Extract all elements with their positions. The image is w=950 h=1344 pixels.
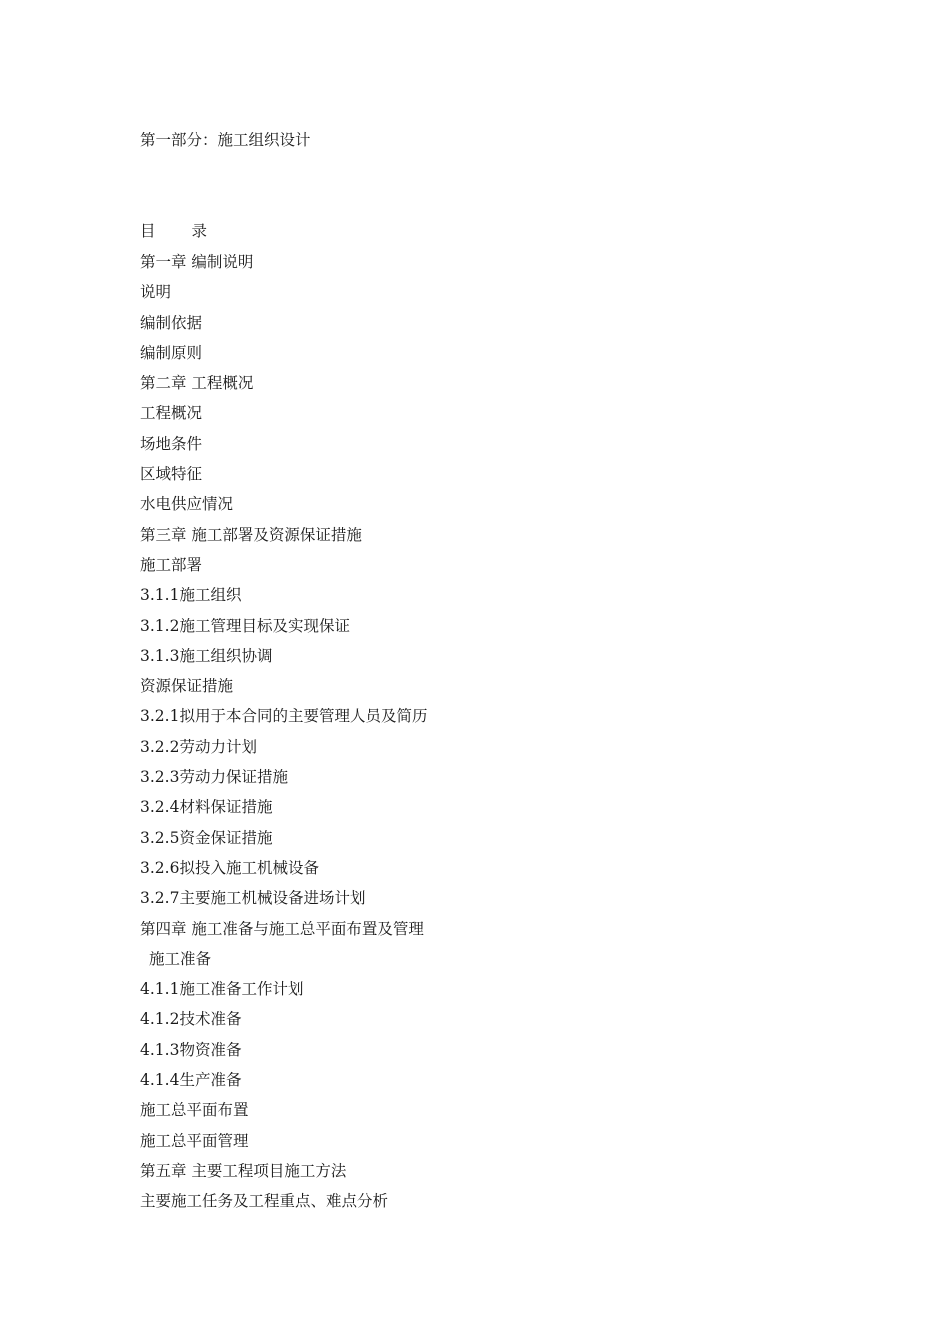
toc-item: 3.2.5资金保证措施 — [140, 828, 273, 847]
toc-item: 3.2.7主要施工机械设备进场计划 — [140, 889, 366, 908]
toc-item: 编制依据 — [140, 313, 203, 332]
toc-item: 4.1.3物资准备 — [140, 1040, 242, 1059]
toc-item: 4.1.1施工准备工作计划 — [140, 980, 304, 999]
toc-item: 工程概况 — [140, 404, 203, 423]
toc-item: 第五章 主要工程项目施工方法 — [140, 1161, 347, 1180]
toc-item: 说明 — [140, 283, 172, 302]
toc-item: 资源保证措施 — [140, 677, 234, 696]
toc-item: 4.1.2技术准备 — [140, 1010, 242, 1029]
toc-item: 区域特征 — [140, 465, 203, 484]
toc-item: 3.2.4材料保证措施 — [140, 798, 273, 817]
toc-item: 3.2.1拟用于本合同的主要管理人员及简历 — [140, 707, 428, 726]
toc-item: 第二章 工程概况 — [140, 374, 254, 393]
toc-heading-left: 目 — [140, 222, 156, 240]
toc-item: 施工准备 — [149, 949, 212, 968]
toc-item: 编制原则 — [140, 343, 203, 362]
toc-item: 主要施工任务及工程重点、难点分析 — [140, 1192, 389, 1211]
toc-item: 施工总平面布置 — [140, 1101, 249, 1120]
toc-item: 3.2.2劳动力计划 — [140, 737, 257, 756]
toc-item: 3.1.2施工管理目标及实现保证 — [140, 616, 350, 635]
toc-item: 3.1.3施工组织协调 — [140, 646, 273, 665]
toc-item: 3.1.1施工组织 — [140, 586, 242, 605]
toc-heading-right: 录 — [191, 222, 208, 240]
table-of-contents — [140, 251, 427, 1221]
toc-item: 3.2.3劳动力保证措施 — [140, 768, 288, 787]
toc-item: 施工总平面管理 — [140, 1131, 249, 1150]
part-title: 第一部分：施工组织设计 — [140, 131, 311, 149]
toc-item: 3.2.6拟投入施工机械设备 — [140, 858, 319, 877]
toc-heading — [140, 220, 207, 242]
toc-item: 第一章 编制说明 — [140, 253, 254, 271]
toc-item: 场地条件 — [140, 434, 203, 453]
toc-item: 4.1.4生产准备 — [140, 1071, 242, 1090]
toc-item: 水电供应情况 — [140, 495, 234, 514]
toc-item: 第四章 施工准备与施工总平面布置及管理 — [140, 919, 424, 938]
toc-item: 第三章 施工部署及资源保证措施 — [140, 525, 362, 544]
toc-item: 施工部署 — [140, 555, 203, 574]
